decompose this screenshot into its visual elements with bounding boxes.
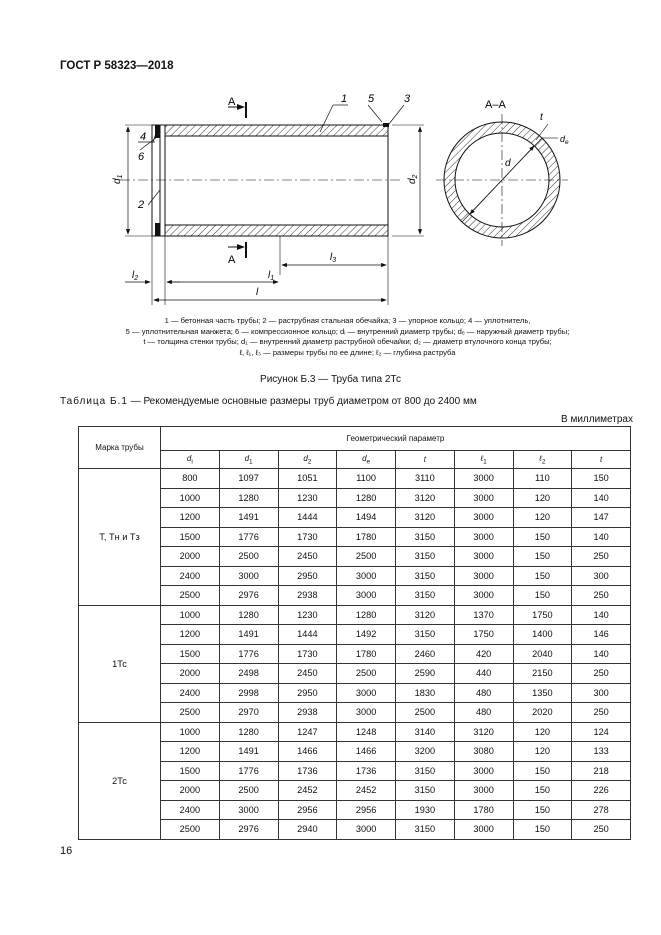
table-cell: 1247	[278, 722, 337, 742]
table-cell: 2500	[219, 547, 278, 567]
table-cell: 278	[572, 800, 631, 820]
table-cell: 150	[513, 781, 572, 801]
brand-cell: 2Тс	[79, 722, 161, 839]
table-row	[79, 761, 631, 781]
table-cell: 3150	[396, 781, 455, 801]
table-row	[79, 644, 631, 664]
table-cell: 3080	[454, 742, 513, 762]
table-row	[79, 703, 631, 723]
table-cell: 420	[454, 644, 513, 664]
table-cell: 3000	[454, 547, 513, 567]
table-cell: 1492	[337, 625, 396, 645]
table-row	[79, 683, 631, 703]
table-cell: 1466	[337, 742, 396, 762]
table-cell: 218	[572, 761, 631, 781]
table-cell: 1830	[396, 683, 455, 703]
table-row	[79, 800, 631, 820]
table-cell: 3000	[337, 586, 396, 606]
table-cell: 147	[572, 508, 631, 528]
table-cell: 2976	[219, 820, 278, 840]
table-cell: 1491	[219, 508, 278, 528]
table-cell: 2590	[396, 664, 455, 684]
table-cell: 140	[572, 605, 631, 625]
table-cell: 2400	[161, 683, 220, 703]
table-cell: 3000	[337, 683, 396, 703]
table-cell: 1000	[161, 605, 220, 625]
table-cell: 440	[454, 664, 513, 684]
table-cell: 1730	[278, 644, 337, 664]
callout-6: 6	[138, 151, 145, 163]
table-cell: 1776	[219, 761, 278, 781]
table-row	[79, 722, 631, 742]
legend-line: ℓ, ℓ₁, ℓ₃ — размеры трубы по ее длине; ℓ₂ — глубина раструба	[239, 347, 456, 357]
dim-de: d	[560, 134, 566, 144]
table-cell: 3150	[396, 625, 455, 645]
col-header-param: $d_e$	[337, 451, 396, 469]
table-row	[79, 820, 631, 840]
table-cell: 3000	[454, 820, 513, 840]
table-cell: 1780	[337, 527, 396, 547]
brand-cell: Т, Тн и Тз	[79, 469, 161, 606]
section-label: A–A	[485, 99, 506, 111]
page-number: 16	[60, 845, 73, 857]
col-header-param: ℓ$_2$	[513, 451, 572, 469]
table-cell: 2950	[278, 566, 337, 586]
table-cell: 3000	[454, 469, 513, 489]
table-units: В миллиметрах	[561, 414, 633, 425]
table-cell: 2500	[337, 664, 396, 684]
table-cell: 2040	[513, 644, 572, 664]
legend-line: 5 — уплотнительная манжета; 6 — компрессионное кольцо; dᵢ — внутренний диаметр трубы; dₑ — наружный диаметр трубы;	[125, 326, 570, 336]
table-title: — Рекомендуемые основные размеры труб диаметром от 800 до 2400 мм	[127, 396, 477, 407]
table-cell: 1200	[161, 625, 220, 645]
dim-di: d	[505, 158, 511, 169]
table-cell: 1780	[454, 800, 513, 820]
table-cell: 1494	[337, 508, 396, 528]
table-row	[79, 625, 631, 645]
table-cell: 2000	[161, 781, 220, 801]
table-cell: 3000	[219, 566, 278, 586]
table-cell: 150	[513, 566, 572, 586]
svg-text:l2: $l_2$	[132, 270, 139, 282]
dim-d2: d	[407, 178, 418, 184]
table-cell: 1491	[219, 625, 278, 645]
table-cell: 1097	[219, 469, 278, 489]
table-cell: 150	[513, 761, 572, 781]
table-cell: 3000	[454, 761, 513, 781]
table-cell: 1491	[219, 742, 278, 762]
table-cell: 2000	[161, 547, 220, 567]
table-cell: 3000	[454, 488, 513, 508]
table-cell: 1500	[161, 644, 220, 664]
table-cell: 2150	[513, 664, 572, 684]
table-cell: 1000	[161, 488, 220, 508]
table-cell: 1444	[278, 625, 337, 645]
table-cell: 3120	[396, 605, 455, 625]
table-row	[79, 488, 631, 508]
table-cell: 1444	[278, 508, 337, 528]
table-cell: 250	[572, 703, 631, 723]
table-cell: 3000	[454, 781, 513, 801]
dim-l: l	[256, 287, 259, 298]
table-cell: 2460	[396, 644, 455, 664]
col-header-param: t	[396, 451, 455, 469]
callout-2: 2	[138, 199, 145, 211]
table-row	[79, 547, 631, 567]
table-cell: 800	[161, 469, 220, 489]
table-cell: 1780	[337, 644, 396, 664]
table-cell: 480	[454, 703, 513, 723]
table-row	[79, 566, 631, 586]
table-cell: 2020	[513, 703, 572, 723]
table-cell: 3000	[454, 508, 513, 528]
table-row	[79, 469, 631, 489]
table-cell: 3120	[454, 722, 513, 742]
table-cell: 2450	[278, 664, 337, 684]
table-label: Таблица Б.1	[60, 396, 128, 407]
table-cell: 120	[513, 508, 572, 528]
dim-t: t	[540, 112, 543, 123]
table-row	[79, 586, 631, 606]
table-cell: 3150	[396, 820, 455, 840]
table-cell: 1280	[219, 605, 278, 625]
pipe-drawing	[0, 80, 661, 310]
table-cell: 1736	[278, 761, 337, 781]
table-cell: 1280	[219, 488, 278, 508]
table-cell: 150	[513, 800, 572, 820]
table-cell: 1736	[337, 761, 396, 781]
table-cell: 2500	[396, 703, 455, 723]
table-cell: 3150	[396, 586, 455, 606]
col-header-param: ℓ$_1$	[454, 451, 513, 469]
table-cell: 2500	[161, 703, 220, 723]
table-cell: 2950	[278, 683, 337, 703]
table-cell: 1350	[513, 683, 572, 703]
table-cell: 1466	[278, 742, 337, 762]
table-cell: 146	[572, 625, 631, 645]
brand-cell: 1Тс	[79, 605, 161, 722]
figure-caption: Рисунок Б.3 — Труба типа 2Тс	[260, 374, 401, 385]
legend-line: t — толщина стенки трубы; d₁ — внутренний диаметр раструбной обечайки; d₂ — диаметр втулочного конца трубы;	[143, 337, 552, 347]
col-header-param: $d_i$	[161, 451, 220, 469]
table-cell: 2970	[219, 703, 278, 723]
table-cell: 2940	[278, 820, 337, 840]
table-cell: 250	[572, 547, 631, 567]
svg-text:d1: $d_1$	[112, 174, 124, 184]
svg-text:de: $d_e$	[560, 134, 569, 146]
callout-3: 3	[404, 93, 411, 105]
table-cell: 2500	[337, 547, 396, 567]
table-cell: 124	[572, 722, 631, 742]
table-cell: 1200	[161, 508, 220, 528]
table-row	[79, 742, 631, 762]
figure-legend	[60, 316, 635, 358]
table-cell: 140	[572, 644, 631, 664]
table-cell: 1776	[219, 644, 278, 664]
cut-label-bottom: A	[228, 254, 236, 266]
table-cell: 133	[572, 742, 631, 762]
table-cell: 2400	[161, 566, 220, 586]
table-cell: 2956	[278, 800, 337, 820]
cut-label-top: A	[228, 96, 236, 108]
col-header-param: $d_1$	[219, 451, 278, 469]
table-cell: 1280	[219, 722, 278, 742]
table-cell: 2400	[161, 800, 220, 820]
dim-l1: l	[268, 270, 271, 281]
table-cell: 1051	[278, 469, 337, 489]
table-cell: 1930	[396, 800, 455, 820]
table-cell: 110	[513, 469, 572, 489]
table-cell: 1750	[454, 625, 513, 645]
table-cell: 150	[513, 527, 572, 547]
document-header: ГОСТ Р 58323—2018	[60, 60, 174, 72]
col-header-group: Геометрический параметр	[161, 427, 631, 451]
table-cell: 1776	[219, 527, 278, 547]
table-cell: 3000	[337, 820, 396, 840]
callout-5: 5	[368, 93, 375, 105]
table-cell: 1370	[454, 605, 513, 625]
table-cell: 3200	[396, 742, 455, 762]
table-cell: 2000	[161, 664, 220, 684]
table-cell: 1230	[278, 605, 337, 625]
table-cell: 2956	[337, 800, 396, 820]
table-cell: 120	[513, 488, 572, 508]
table-cell: 150	[513, 547, 572, 567]
table-cell: 3150	[396, 566, 455, 586]
table-row	[79, 605, 631, 625]
table-cell: 150	[513, 586, 572, 606]
table-cell: 2938	[278, 703, 337, 723]
legend-line: 1 — бетонная часть трубы; 2 — раструбная стальная обечайка; 3 — упорное кольцо; 4 — уплотнитель,	[164, 316, 531, 325]
table-cell: 250	[572, 664, 631, 684]
table-cell: 250	[572, 820, 631, 840]
table-cell: 2500	[219, 781, 278, 801]
table-cell: 3000	[337, 566, 396, 586]
table-cell: 1400	[513, 625, 572, 645]
table-cell: 3150	[396, 547, 455, 567]
dim-l3: l	[330, 252, 333, 263]
table-cell: 226	[572, 781, 631, 801]
table-cell: 1280	[337, 488, 396, 508]
table-cell: 1500	[161, 527, 220, 547]
table-cell: 150	[513, 820, 572, 840]
table-cell: 3000	[454, 566, 513, 586]
table-row	[79, 781, 631, 801]
table-cell: 2500	[161, 586, 220, 606]
table-cell: 1000	[161, 722, 220, 742]
table-caption	[60, 396, 477, 407]
table-cell: 1500	[161, 761, 220, 781]
table-cell: 3000	[454, 527, 513, 547]
table-cell: 3110	[396, 469, 455, 489]
table-cell: 1248	[337, 722, 396, 742]
table-row	[79, 508, 631, 528]
callout-1: 1	[341, 93, 348, 105]
col-header-param: t	[572, 451, 631, 469]
table-cell: 300	[572, 566, 631, 586]
table-cell: 3120	[396, 508, 455, 528]
table-cell: 2498	[219, 664, 278, 684]
table-cell: 1230	[278, 488, 337, 508]
table-cell: 1750	[513, 605, 572, 625]
table-cell: 140	[572, 488, 631, 508]
table-cell: 2976	[219, 586, 278, 606]
table-cell: 2452	[337, 781, 396, 801]
pipe-wall-bottom	[165, 225, 388, 236]
col-header-brand: Марка трубы	[79, 427, 161, 469]
table-row	[79, 664, 631, 684]
table-cell: 2938	[278, 586, 337, 606]
dimensions-table	[78, 426, 631, 840]
table-cell: 2452	[278, 781, 337, 801]
col-header-param: $d_2$	[278, 451, 337, 469]
svg-text:d2: $d_2$	[407, 174, 419, 184]
table-row	[79, 527, 631, 547]
table-cell: 3150	[396, 761, 455, 781]
table-cell: 3000	[337, 703, 396, 723]
table-cell: 1100	[337, 469, 396, 489]
table-cell: 2500	[161, 820, 220, 840]
table-cell: 300	[572, 683, 631, 703]
table-cell: 150	[572, 469, 631, 489]
dim-l2: l	[132, 270, 135, 281]
table-cell: 1200	[161, 742, 220, 762]
table-cell: 2998	[219, 683, 278, 703]
table-cell: 120	[513, 742, 572, 762]
table-cell: 3000	[454, 586, 513, 606]
table-cell: 480	[454, 683, 513, 703]
table-cell: 140	[572, 527, 631, 547]
callout-4: 4	[140, 131, 147, 143]
dim-d1: d	[112, 178, 123, 184]
svg-text:l1: $l_1$	[268, 270, 275, 282]
pipe-wall-top	[165, 125, 388, 136]
table-cell: 120	[513, 722, 572, 742]
table-cell: 3150	[396, 527, 455, 547]
table-cell: 3120	[396, 488, 455, 508]
table-cell: 1280	[337, 605, 396, 625]
table-cell: 3140	[396, 722, 455, 742]
svg-text:l3: $l_3$	[330, 252, 337, 264]
table-cell: 1730	[278, 527, 337, 547]
table-cell: 2450	[278, 547, 337, 567]
table-cell: 250	[572, 586, 631, 606]
table-cell: 3000	[219, 800, 278, 820]
